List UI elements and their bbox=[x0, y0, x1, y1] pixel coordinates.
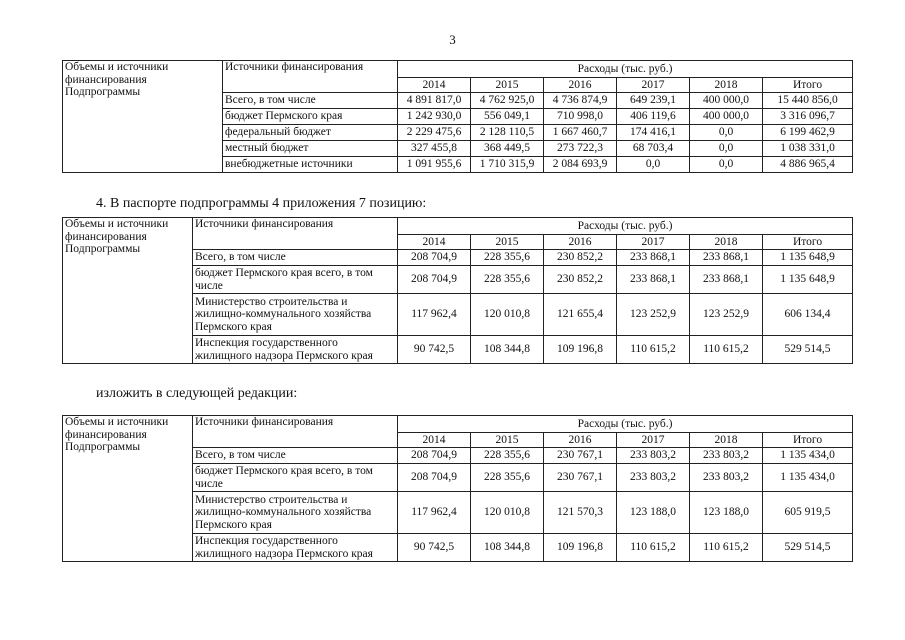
source-name: местный бюджет bbox=[223, 141, 398, 157]
value-cell: 233 868,1 bbox=[690, 266, 763, 294]
financing-table-subprogram-4-new bbox=[62, 415, 853, 562]
source-name: внебюджетные источники bbox=[223, 157, 398, 173]
year-header: 2014 bbox=[398, 433, 471, 448]
sources-header: Источники финансирования bbox=[193, 218, 398, 250]
year-header: 2014 bbox=[398, 78, 471, 93]
year-header: 2015 bbox=[471, 433, 544, 448]
source-name: Всего, в том числе bbox=[193, 250, 398, 266]
value-cell: 208 704,9 bbox=[398, 448, 471, 464]
total-cell: 1 038 331,0 bbox=[763, 141, 853, 157]
year-header: 2016 bbox=[544, 78, 617, 93]
total-cell: 1 135 648,9 bbox=[763, 250, 853, 266]
source-name: бюджет Пермского края всего, в том числе bbox=[193, 266, 398, 294]
year-header: 2017 bbox=[617, 235, 690, 250]
value-cell: 109 196,8 bbox=[544, 534, 617, 562]
source-name: Всего, в том числе bbox=[193, 448, 398, 464]
value-cell: 117 962,4 bbox=[398, 294, 471, 336]
value-cell: 400 000,0 bbox=[690, 109, 763, 125]
total-cell: 3 316 096,7 bbox=[763, 109, 853, 125]
expenses-header: Расходы (тыс. руб.) bbox=[398, 218, 853, 235]
value-cell: 0,0 bbox=[690, 125, 763, 141]
year-header: 2015 bbox=[471, 78, 544, 93]
source-name: Инспекция государственного жилищного надзора Пермского края bbox=[193, 534, 398, 562]
value-cell: 2 128 110,5 bbox=[471, 125, 544, 141]
value-cell: 2 229 475,6 bbox=[398, 125, 471, 141]
expenses-header: Расходы (тыс. руб.) bbox=[398, 416, 853, 433]
year-header: 2016 bbox=[544, 235, 617, 250]
value-cell: 1 091 955,6 bbox=[398, 157, 471, 173]
sources-header: Источники финансирования bbox=[223, 61, 398, 93]
year-header: 2014 bbox=[398, 235, 471, 250]
value-cell: 368 449,5 bbox=[471, 141, 544, 157]
year-header: 2017 bbox=[617, 433, 690, 448]
value-cell: 228 355,6 bbox=[471, 448, 544, 464]
value-cell: 228 355,6 bbox=[471, 266, 544, 294]
value-cell: 123 188,0 bbox=[690, 492, 763, 534]
value-cell: 228 355,6 bbox=[471, 250, 544, 266]
paragraph-4: 4. В паспорте подпрограммы 4 приложения 7 позицию: bbox=[96, 196, 427, 211]
value-cell: 4 762 925,0 bbox=[471, 93, 544, 109]
value-cell: 710 998,0 bbox=[544, 109, 617, 125]
value-cell: 230 852,2 bbox=[544, 266, 617, 294]
table-label: Объемы и источники финансирования Подпрограммы bbox=[63, 218, 193, 364]
source-name: федеральный бюджет bbox=[223, 125, 398, 141]
value-cell: 649 239,1 bbox=[617, 93, 690, 109]
value-cell: 233 868,1 bbox=[617, 250, 690, 266]
year-header: 2017 bbox=[617, 78, 690, 93]
value-cell: 109 196,8 bbox=[544, 336, 617, 364]
value-cell: 556 049,1 bbox=[471, 109, 544, 125]
value-cell: 4 891 817,0 bbox=[398, 93, 471, 109]
value-cell: 1 242 930,0 bbox=[398, 109, 471, 125]
value-cell: 110 615,2 bbox=[617, 336, 690, 364]
year-header: 2018 bbox=[690, 235, 763, 250]
value-cell: 0,0 bbox=[617, 157, 690, 173]
expenses-header: Расходы (тыс. руб.) bbox=[398, 61, 853, 78]
source-name: бюджет Пермского края всего, в том числе bbox=[193, 464, 398, 492]
value-cell: 123 252,9 bbox=[690, 294, 763, 336]
value-cell: 208 704,9 bbox=[398, 250, 471, 266]
source-name: Инспекция государственного жилищного надзора Пермского края bbox=[193, 336, 398, 364]
total-cell: 4 886 965,4 bbox=[763, 157, 853, 173]
value-cell: 230 852,2 bbox=[544, 250, 617, 266]
value-cell: 120 010,8 bbox=[471, 492, 544, 534]
value-cell: 233 803,2 bbox=[690, 464, 763, 492]
table-label: Объемы и источники финансирования Подпрограммы bbox=[63, 61, 223, 173]
value-cell: 121 655,4 bbox=[544, 294, 617, 336]
total-cell: 1 135 434,0 bbox=[763, 464, 853, 492]
value-cell: 90 742,5 bbox=[398, 534, 471, 562]
total-cell: 529 514,5 bbox=[763, 336, 853, 364]
source-name: бюджет Пермского края bbox=[223, 109, 398, 125]
value-cell: 208 704,9 bbox=[398, 266, 471, 294]
page-number: 3 bbox=[449, 32, 456, 47]
value-cell: 1 710 315,9 bbox=[471, 157, 544, 173]
value-cell: 110 615,2 bbox=[690, 534, 763, 562]
total-cell: 1 135 434,0 bbox=[763, 448, 853, 464]
total-cell: 6 199 462,9 bbox=[763, 125, 853, 141]
value-cell: 108 344,8 bbox=[471, 534, 544, 562]
year-header: 2018 bbox=[690, 433, 763, 448]
sources-header: Источники финансирования bbox=[193, 416, 398, 448]
value-cell: 121 570,3 bbox=[544, 492, 617, 534]
value-cell: 406 119,6 bbox=[617, 109, 690, 125]
value-cell: 123 252,9 bbox=[617, 294, 690, 336]
value-cell: 123 188,0 bbox=[617, 492, 690, 534]
value-cell: 4 736 874,9 bbox=[544, 93, 617, 109]
value-cell: 327 455,8 bbox=[398, 141, 471, 157]
value-cell: 228 355,6 bbox=[471, 464, 544, 492]
value-cell: 90 742,5 bbox=[398, 336, 471, 364]
value-cell: 68 703,4 bbox=[617, 141, 690, 157]
total-cell: 605 919,5 bbox=[763, 492, 853, 534]
value-cell: 233 803,2 bbox=[617, 464, 690, 492]
value-cell: 120 010,8 bbox=[471, 294, 544, 336]
value-cell: 117 962,4 bbox=[398, 492, 471, 534]
value-cell: 0,0 bbox=[690, 141, 763, 157]
year-header: 2016 bbox=[544, 433, 617, 448]
paragraph-edit: изложить в следующей редакции: bbox=[96, 386, 298, 401]
financing-table-subprogram-3 bbox=[62, 60, 853, 173]
value-cell: 230 767,1 bbox=[544, 448, 617, 464]
value-cell: 230 767,1 bbox=[544, 464, 617, 492]
total-header: Итого bbox=[763, 235, 853, 250]
value-cell: 174 416,1 bbox=[617, 125, 690, 141]
total-cell: 1 135 648,9 bbox=[763, 266, 853, 294]
table-label: Объемы и источники финансирования Подпрограммы bbox=[63, 416, 193, 562]
value-cell: 208 704,9 bbox=[398, 464, 471, 492]
value-cell: 2 084 693,9 bbox=[544, 157, 617, 173]
total-header: Итого bbox=[763, 78, 853, 93]
value-cell: 400 000,0 bbox=[690, 93, 763, 109]
value-cell: 233 868,1 bbox=[617, 266, 690, 294]
total-cell: 529 514,5 bbox=[763, 534, 853, 562]
value-cell: 273 722,3 bbox=[544, 141, 617, 157]
total-header: Итого bbox=[763, 433, 853, 448]
value-cell: 108 344,8 bbox=[471, 336, 544, 364]
value-cell: 110 615,2 bbox=[690, 336, 763, 364]
value-cell: 0,0 bbox=[690, 157, 763, 173]
value-cell: 1 667 460,7 bbox=[544, 125, 617, 141]
financing-table-subprogram-4-current bbox=[62, 217, 853, 364]
source-name: Министерство строительства и жилищно-коммунального хозяйства Пермского края bbox=[193, 492, 398, 534]
year-header: 2018 bbox=[690, 78, 763, 93]
source-name: Министерство строительства и жилищно-коммунального хозяйства Пермского края bbox=[193, 294, 398, 336]
total-cell: 606 134,4 bbox=[763, 294, 853, 336]
value-cell: 233 803,2 bbox=[690, 448, 763, 464]
total-cell: 15 440 856,0 bbox=[763, 93, 853, 109]
value-cell: 233 803,2 bbox=[617, 448, 690, 464]
value-cell: 233 868,1 bbox=[690, 250, 763, 266]
value-cell: 110 615,2 bbox=[617, 534, 690, 562]
year-header: 2015 bbox=[471, 235, 544, 250]
source-name: Всего, в том числе bbox=[223, 93, 398, 109]
